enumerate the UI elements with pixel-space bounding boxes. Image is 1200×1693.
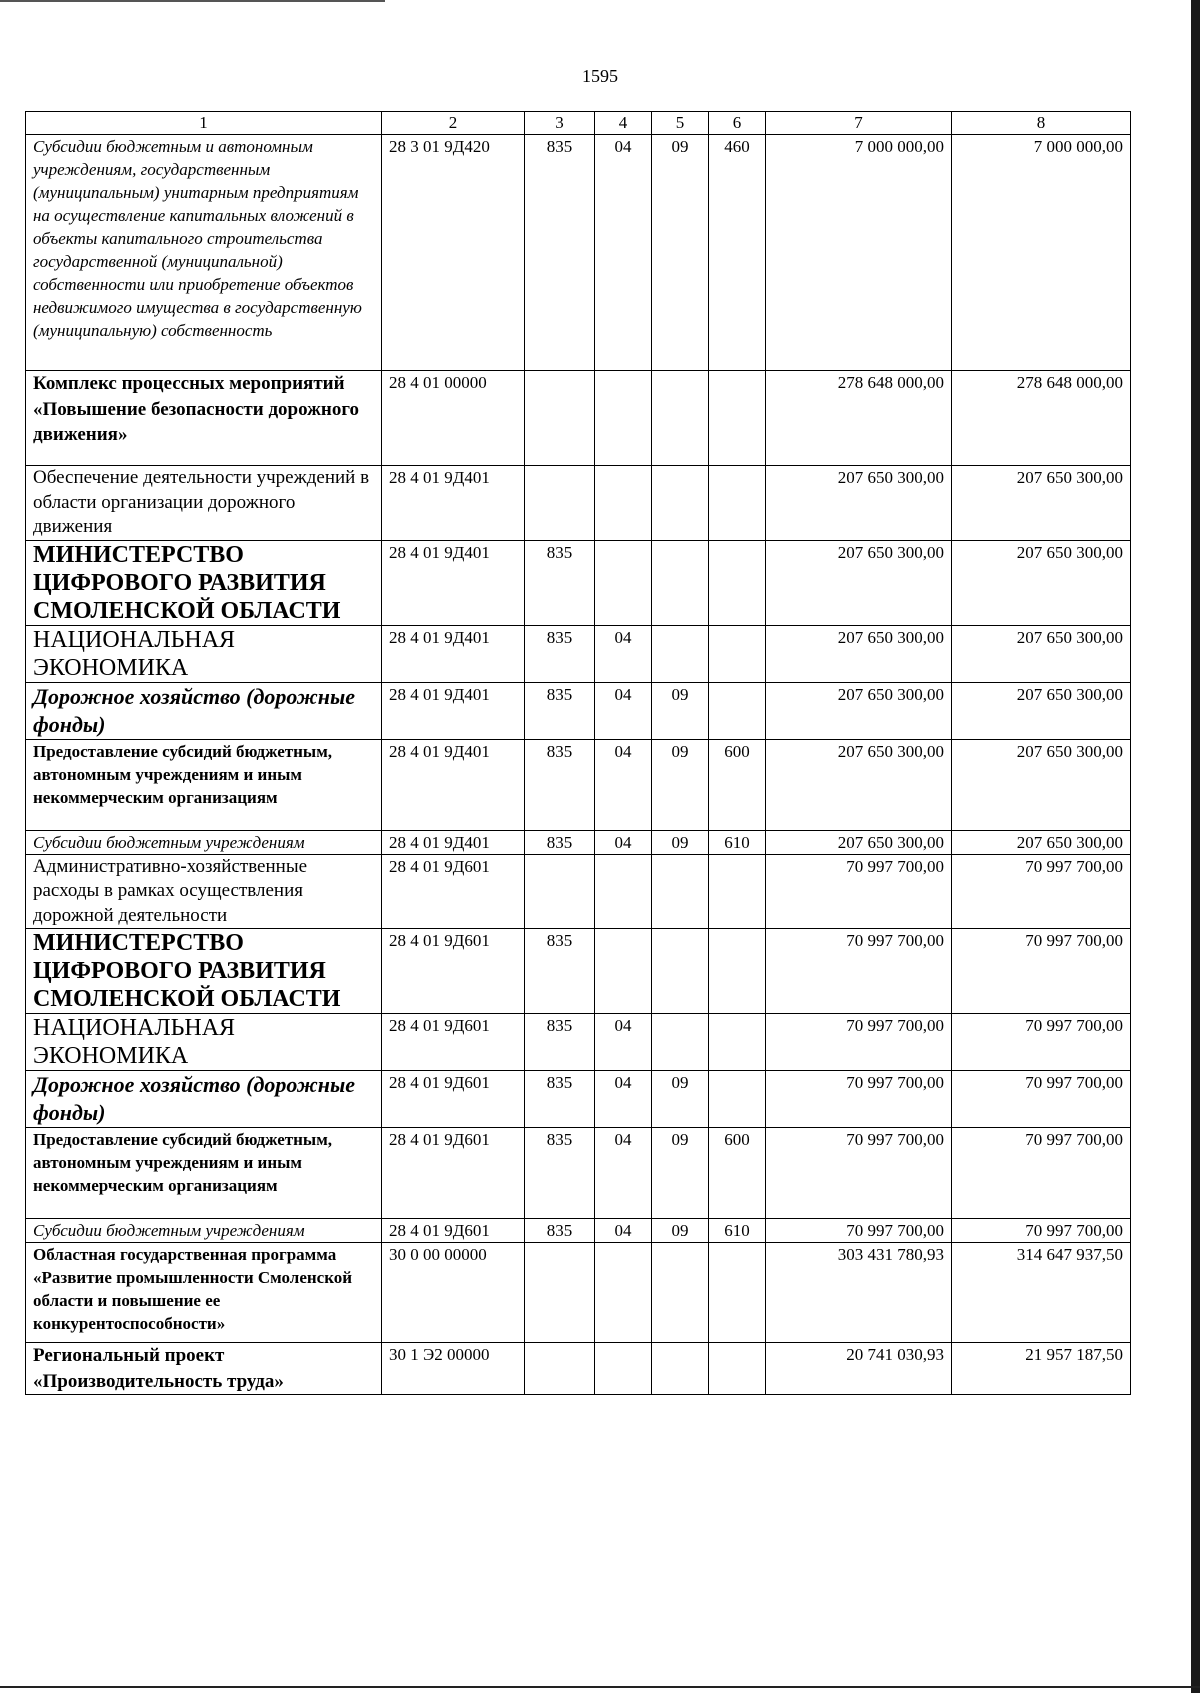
row-col3 [525, 466, 595, 541]
row-amount-col8: 207 650 300,00 [952, 682, 1131, 739]
row-amount-col7: 7 000 000,00 [766, 135, 952, 371]
row-name [26, 1128, 382, 1219]
row-amount-col7: 278 648 000,00 [766, 371, 952, 466]
row-col4: 04 [595, 1071, 652, 1128]
row-name [26, 929, 382, 1014]
row-code: 28 4 01 00000 [382, 371, 525, 466]
scan-edge-bottom [0, 1686, 1200, 1688]
row-name-text: Региональный проект «Производительность труда» [33, 1345, 284, 1392]
row-col3: 835 [525, 1128, 595, 1219]
row-col3 [525, 1243, 595, 1343]
row-amount-col7: 207 650 300,00 [766, 682, 952, 739]
row-col6: 460 [709, 135, 766, 371]
row-code: 28 4 01 9Д401 [382, 466, 525, 541]
row-amount-col8: 70 997 700,00 [952, 1219, 1131, 1243]
row-col4 [595, 1343, 652, 1395]
row-col5 [652, 854, 709, 929]
row-name-text: НАЦИОНАЛЬНАЯ ЭКОНОМИКА [33, 626, 236, 681]
row-code: 28 4 01 9Д601 [382, 1128, 525, 1219]
row-col6 [709, 1014, 766, 1071]
row-name [26, 1014, 382, 1071]
row-amount-col7: 207 650 300,00 [766, 540, 952, 625]
row-name [26, 625, 382, 682]
table-row [26, 466, 1131, 541]
row-code: 28 4 01 9Д401 [382, 739, 525, 830]
row-col4 [595, 371, 652, 466]
row-amount-col8: 207 650 300,00 [952, 830, 1131, 854]
row-name [26, 682, 382, 739]
scan-edge-right [1191, 0, 1200, 1693]
row-code: 28 4 01 9Д401 [382, 830, 525, 854]
row-name [26, 1243, 382, 1343]
row-col4 [595, 466, 652, 541]
row-name-text: Областная государственная программа «Развитие промышленности Смоленской области и повышение ее конкурентоспособности» [33, 1245, 353, 1333]
row-name [26, 1219, 382, 1243]
row-amount-col8: 7 000 000,00 [952, 135, 1131, 371]
row-col5 [652, 1343, 709, 1395]
row-col6 [709, 929, 766, 1014]
row-amount-col7: 70 997 700,00 [766, 1014, 952, 1071]
table-row [26, 540, 1131, 625]
table-row [26, 854, 1131, 929]
row-name-text: Субсидии бюджетным и автономным учреждениям, государственным (муниципальным) унитарным предприятиям на осуществление капитальных вложений в объекты капитального строительства государственной (муниципальной) собственности или приобретение объектов недвижимого имущества в государственную (муниципальную) собственность [33, 137, 362, 340]
row-col6: 600 [709, 1128, 766, 1219]
table-row [26, 739, 1131, 830]
row-col6 [709, 1071, 766, 1128]
column-header: 2 [382, 112, 525, 135]
table-row [26, 682, 1131, 739]
row-code: 28 4 01 9Д401 [382, 540, 525, 625]
table-row [26, 1243, 1131, 1343]
row-col4: 04 [595, 1014, 652, 1071]
row-amount-col8: 207 650 300,00 [952, 739, 1131, 830]
row-col4: 04 [595, 739, 652, 830]
row-col6 [709, 371, 766, 466]
row-name [26, 830, 382, 854]
row-col3: 835 [525, 1219, 595, 1243]
row-col5: 09 [652, 739, 709, 830]
row-col3: 835 [525, 1071, 595, 1128]
row-col5 [652, 929, 709, 1014]
table-row [26, 1219, 1131, 1243]
row-amount-col7: 70 997 700,00 [766, 1071, 952, 1128]
table-row [26, 1128, 1131, 1219]
row-name-text: Административно-хозяйственные расходы в рамках осуществления дорожной деятельности [33, 855, 308, 926]
row-code: 28 3 01 9Д420 [382, 135, 525, 371]
row-col5 [652, 1243, 709, 1343]
table-row [26, 1343, 1131, 1395]
row-name-text: Обеспечение деятельности учреждений в области организации дорожного движения [33, 467, 370, 537]
row-col5: 09 [652, 1071, 709, 1128]
row-col5 [652, 625, 709, 682]
row-col4 [595, 1243, 652, 1343]
row-col4 [595, 540, 652, 625]
row-col5: 09 [652, 830, 709, 854]
table-row [26, 625, 1131, 682]
row-code: 28 4 01 9Д601 [382, 1014, 525, 1071]
row-amount-col7: 207 650 300,00 [766, 625, 952, 682]
row-name [26, 739, 382, 830]
row-col3: 835 [525, 540, 595, 625]
row-col5: 09 [652, 682, 709, 739]
row-amount-col7: 20 741 030,93 [766, 1343, 952, 1395]
row-amount-col7: 70 997 700,00 [766, 1219, 952, 1243]
row-name-text: МИНИСТЕРСТВО ЦИФРОВОГО РАЗВИТИЯ СМОЛЕНСКОЙ ОБЛАСТИ [33, 930, 341, 1012]
row-name-text: Комплекс процессных мероприятий «Повышение безопасности дорожного движения» [33, 373, 360, 445]
row-col4 [595, 929, 652, 1014]
table-body [26, 135, 1131, 1395]
table-row [26, 929, 1131, 1014]
column-header: 1 [26, 112, 382, 135]
row-code: 28 4 01 9Д601 [382, 1071, 525, 1128]
row-col6 [709, 466, 766, 541]
row-col3: 835 [525, 682, 595, 739]
row-code: 30 0 00 00000 [382, 1243, 525, 1343]
row-col5 [652, 371, 709, 466]
row-amount-col8: 21 957 187,50 [952, 1343, 1131, 1395]
row-name-text: МИНИСТЕРСТВО ЦИФРОВОГО РАЗВИТИЯ СМОЛЕНСКОЙ ОБЛАСТИ [33, 541, 341, 624]
row-name-text: Предоставление субсидий бюджетным, автономным учреждениям и иным некоммерческим организациям [33, 741, 333, 807]
row-name [26, 371, 382, 466]
row-col6: 600 [709, 739, 766, 830]
row-col6 [709, 854, 766, 929]
row-name-text: НАЦИОНАЛЬНАЯ ЭКОНОМИКА [33, 1015, 236, 1069]
row-amount-col8: 70 997 700,00 [952, 1014, 1131, 1071]
row-name-text: Дорожное хозяйство (дорожные фонды) [33, 683, 356, 737]
row-col5: 09 [652, 1219, 709, 1243]
row-col6: 610 [709, 1219, 766, 1243]
table-row [26, 1071, 1131, 1128]
row-col3: 835 [525, 929, 595, 1014]
row-col6 [709, 682, 766, 739]
row-code: 28 4 01 9Д401 [382, 682, 525, 739]
row-name [26, 135, 382, 371]
row-col4: 04 [595, 682, 652, 739]
row-name-text: Субсидии бюджетным учреждениям [33, 832, 305, 852]
row-code: 28 4 01 9Д601 [382, 1219, 525, 1243]
row-col6 [709, 540, 766, 625]
row-col4: 04 [595, 830, 652, 854]
row-name [26, 540, 382, 625]
row-name [26, 1343, 382, 1395]
row-amount-col7: 207 650 300,00 [766, 739, 952, 830]
row-name [26, 854, 382, 929]
row-amount-col8: 314 647 937,50 [952, 1243, 1131, 1343]
row-col3: 835 [525, 135, 595, 371]
table-header-row [26, 112, 1131, 135]
row-col4: 04 [595, 1128, 652, 1219]
row-col5 [652, 1014, 709, 1071]
row-col5 [652, 540, 709, 625]
row-amount-col7: 207 650 300,00 [766, 466, 952, 541]
page-number: 1595 [582, 66, 618, 86]
row-col6 [709, 625, 766, 682]
row-col3: 835 [525, 1014, 595, 1071]
row-code: 28 4 01 9Д601 [382, 929, 525, 1014]
row-col4: 04 [595, 625, 652, 682]
row-amount-col7: 70 997 700,00 [766, 1128, 952, 1219]
row-amount-col8: 278 648 000,00 [952, 371, 1131, 466]
column-header: 8 [952, 112, 1131, 135]
column-header: 6 [709, 112, 766, 135]
row-col6 [709, 1343, 766, 1395]
row-col5: 09 [652, 1128, 709, 1219]
column-header: 3 [525, 112, 595, 135]
row-col5: 09 [652, 135, 709, 371]
table-row [26, 371, 1131, 466]
row-col4: 04 [595, 1219, 652, 1243]
row-name [26, 466, 382, 541]
row-code: 28 4 01 9Д401 [382, 625, 525, 682]
row-amount-col8: 70 997 700,00 [952, 929, 1131, 1014]
column-header: 4 [595, 112, 652, 135]
column-header: 5 [652, 112, 709, 135]
row-amount-col8: 70 997 700,00 [952, 854, 1131, 929]
row-col4 [595, 854, 652, 929]
row-code: 30 1 Э2 00000 [382, 1343, 525, 1395]
row-amount-col7: 70 997 700,00 [766, 929, 952, 1014]
row-col3: 835 [525, 739, 595, 830]
row-amount-col8: 207 650 300,00 [952, 625, 1131, 682]
row-amount-col7: 207 650 300,00 [766, 830, 952, 854]
row-code: 28 4 01 9Д601 [382, 854, 525, 929]
row-col5 [652, 466, 709, 541]
table-row [26, 1014, 1131, 1071]
row-col6: 610 [709, 830, 766, 854]
row-name-text: Субсидии бюджетным учреждениям [33, 1221, 305, 1240]
row-amount-col8: 70 997 700,00 [952, 1128, 1131, 1219]
table-row [26, 830, 1131, 854]
row-col4: 04 [595, 135, 652, 371]
row-col3: 835 [525, 625, 595, 682]
column-header: 7 [766, 112, 952, 135]
row-col3 [525, 371, 595, 466]
row-amount-col8: 207 650 300,00 [952, 540, 1131, 625]
row-col3 [525, 854, 595, 929]
row-name-text: Дорожное хозяйство (дорожные фонды) [33, 1072, 356, 1125]
row-name-text: Предоставление субсидий бюджетным, автономным учреждениям и иным некоммерческим организациям [33, 1130, 333, 1195]
row-col3: 835 [525, 830, 595, 854]
row-col6 [709, 1243, 766, 1343]
table-row [26, 135, 1131, 371]
row-amount-col7: 303 431 780,93 [766, 1243, 952, 1343]
row-amount-col8: 70 997 700,00 [952, 1071, 1131, 1128]
row-amount-col8: 207 650 300,00 [952, 466, 1131, 541]
row-col3 [525, 1343, 595, 1395]
row-amount-col7: 70 997 700,00 [766, 854, 952, 929]
scan-edge-top [0, 0, 385, 2]
budget-table [25, 111, 1131, 1395]
row-name [26, 1071, 382, 1128]
